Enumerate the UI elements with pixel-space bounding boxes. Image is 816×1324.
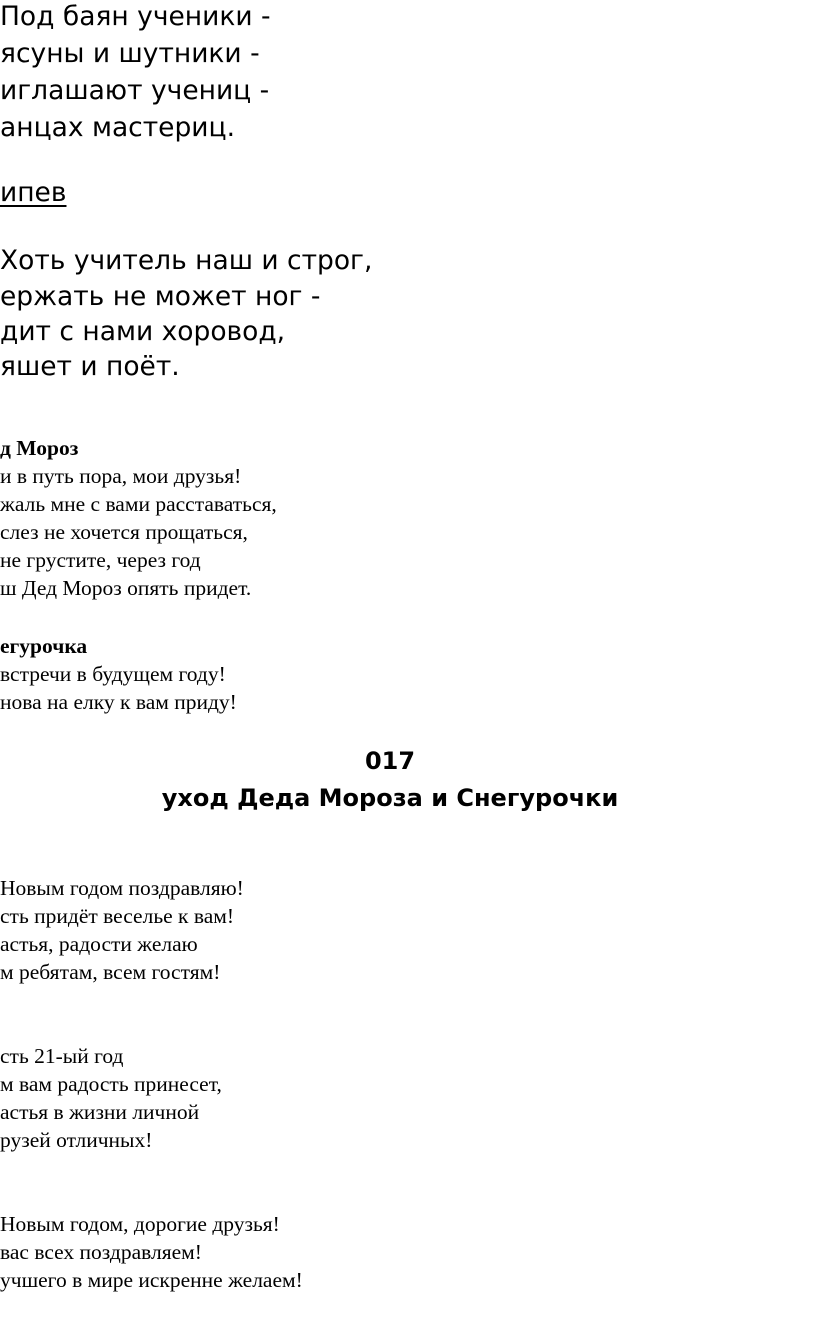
ded-moroz-line-2: жаль мне с вами расставаться,	[0, 492, 277, 516]
section-title: уход Деда Мороза и Снегурочки	[161, 784, 619, 812]
chorus-label: ипев	[0, 177, 67, 208]
verse1-line-1: Под баян ученики -	[0, 1, 271, 32]
snegurochka-line-2: нова на елку к вам приду!	[0, 690, 237, 714]
ded-moroz-line-3: слез не хочется прощаться,	[0, 520, 248, 544]
stanza1-line-4: м ребятам, всем гостям!	[0, 960, 221, 984]
verse2-line-4: яшет и поёт.	[0, 351, 180, 382]
stanza3-line-1: Новым годом, дорогие друзья!	[0, 1212, 280, 1236]
verse1-line-2: ясуны и шутники -	[0, 38, 260, 69]
verse2-line-1: Хоть учитель наш и строг,	[0, 245, 373, 276]
ded-moroz-line-5: ш Дед Мороз опять придет.	[0, 576, 252, 600]
ded-moroz-line-4: не грустите, через год	[0, 548, 201, 572]
stanza3-line-3: учшего в мире искренне желаем!	[0, 1268, 303, 1292]
stanza2-line-3: астья в жизни личной	[0, 1100, 200, 1124]
verse1-line-4: анцах мастериц.	[0, 112, 235, 143]
ded-moroz-line-1: и в путь пора, мои друзья!	[0, 464, 242, 488]
verse1-line-3: иглашают учениц -	[0, 75, 270, 106]
stanza1-line-1: Новым годом поздравляю!	[0, 876, 244, 900]
verse2-line-3: дит с нами хоровод,	[0, 316, 286, 347]
stanza2-line-4: рузей отличных!	[0, 1128, 153, 1152]
snegurochka-line-1: встречи в будущем году!	[0, 662, 226, 686]
stanza1-line-3: астья, радости желаю	[0, 932, 198, 956]
section-number: 017	[364, 747, 416, 775]
stanza2-line-1: сть 21-ый год	[0, 1044, 124, 1068]
ded-moroz-speaker: д Мороз	[0, 436, 79, 460]
snegurochka-speaker: егурочка	[0, 634, 88, 658]
stanza1-line-2: сть придёт веселье к вам!	[0, 904, 235, 928]
verse2-line-2: ержать не может ног -	[0, 281, 321, 312]
stanza2-line-2: м вам радость принесет,	[0, 1072, 222, 1096]
stanza3-line-2: вас всех поздравляем!	[0, 1240, 202, 1264]
